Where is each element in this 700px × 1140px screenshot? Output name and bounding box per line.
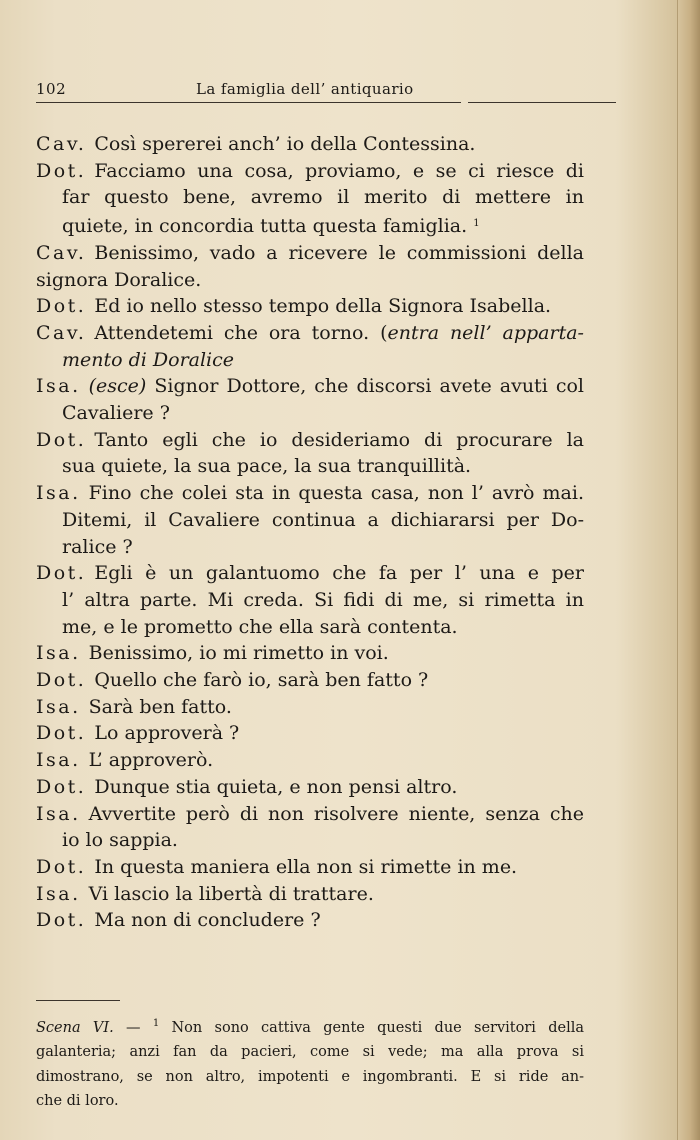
text-line: Dot. Ed io nello stesso tempo della Signora Isabella. [36, 295, 552, 318]
speaker-label: Dot. [36, 909, 87, 932]
speech [36, 560, 584, 640]
text-line: Dot. Facciamo una cosa, proviamo, e se ci riesce di [36, 159, 584, 182]
page-edge [677, 0, 700, 1140]
text-line: Dot. Quello che farò io, sarà ben fatto ? [36, 669, 429, 692]
speaker-label: Cav. [36, 321, 87, 344]
stage-direction: (esce) [88, 375, 147, 398]
text-line: io lo sappia. [62, 829, 178, 852]
footnote-reference: Scena VI. [36, 1020, 114, 1036]
speaker-label: Isa. [36, 695, 81, 718]
speaker-label: Isa. [36, 882, 81, 905]
speaker-label: Isa. [36, 482, 81, 505]
speech [36, 158, 584, 240]
speech [36, 720, 584, 747]
text-line: Cav. Attendetemi che ora torno. (entra nell’ apparta- [36, 321, 584, 344]
speech [36, 373, 584, 426]
footnote-line: galanteria; anzi fan da pacieri, come si vede; ma alla prova si [36, 1044, 584, 1061]
page-number: 102 [36, 80, 67, 98]
text-line: quiete, in concordia tutta questa famiglia. $^1$ [62, 215, 480, 238]
speaker-label: Dot. [36, 295, 87, 318]
footnote-line: Scena VI. — $^1$ Non sono cattiva gente questi due servitori della [36, 1018, 585, 1036]
speech [36, 640, 584, 667]
text-line: Dot. Egli è un galantuomo che fa per l’ una e per [36, 562, 584, 585]
header-rule [36, 102, 461, 103]
text-line: Isa. Avvertite però di non risolvere niente, senza che [36, 802, 584, 825]
speech [36, 694, 584, 721]
speech [36, 427, 584, 480]
text-line: me, e le prometto che ella sarà contenta. [62, 615, 458, 638]
speaker-label: Dot. [36, 562, 87, 585]
text-line: Dot. Ma non di concludere ? [36, 909, 321, 932]
text-line: Cav. Benissimo, vado a ricevere le commissioni della [36, 241, 584, 264]
text-line: Dot. In questa maniera ella non si rimette in me. [36, 855, 518, 878]
speech [36, 881, 584, 908]
speech [36, 293, 584, 320]
speaker-label: Isa. [36, 749, 81, 772]
text-line: Cavaliere ? [62, 402, 170, 425]
footnote-line: che di loro. [36, 1093, 119, 1110]
text-line: Isa. L’ approverò. [36, 749, 214, 772]
speaker-label: Dot. [36, 855, 87, 878]
speaker-label: Dot. [36, 159, 87, 182]
page-header [36, 74, 581, 104]
header-rule [468, 102, 616, 103]
text-line: Isa. Vi lascio la libertà di trattare. [36, 882, 374, 905]
stage-direction: entra nell’ apparta- [387, 321, 584, 344]
speaker-label: Isa. [36, 802, 81, 825]
running-title: La famiglia dell’ antiquario [196, 80, 414, 98]
speech [36, 747, 584, 774]
speech [36, 131, 584, 158]
text-line: Dot. Lo approverà ? [36, 722, 240, 745]
dialogue-text [36, 131, 584, 934]
text-line: Isa. Benissimo, io mi rimetto in voi. [36, 642, 389, 665]
text-line: signora Doralice. [36, 268, 202, 291]
footnote-line: dimostrano, se non altro, impotenti e ingombranti. E si ride an- [36, 1068, 584, 1085]
speech [36, 240, 584, 293]
speech [36, 801, 584, 854]
text-line: Isa. Fino che colei sta in questa casa, non l’ avrò mai. [36, 482, 584, 505]
speech [36, 907, 584, 934]
speaker-label: Isa. [36, 642, 81, 665]
text-line: Cav. Così spererei anch’ io della Contessina. [36, 133, 476, 155]
text-line: sua quiete, la sua pace, la sua tranquillità. [62, 455, 472, 478]
speech [36, 320, 584, 373]
text-line: Dot. Tanto egli che io desideriamo di procurare la [36, 428, 584, 451]
text-line: Isa. (esce) Signor Dottore, che discorsi avete avuti col [36, 375, 584, 398]
footnote-rule [36, 1000, 120, 1001]
speaker-label: Dot. [36, 669, 87, 692]
speaker-label: Isa. [36, 375, 81, 398]
footnote [36, 1012, 584, 1114]
speaker-label: Cav. [36, 133, 87, 155]
footnote-marker: 1 [473, 218, 480, 230]
speaker-label: Dot. [36, 428, 87, 451]
text-line: Dot. Dunque stia quieta, e non pensi altro. [36, 775, 458, 798]
speech [36, 480, 584, 560]
speaker-label: Cav. [36, 241, 87, 264]
text-line: Ditemi, il Cavaliere continua a dichiararsi per Do- [62, 508, 584, 531]
speech [36, 667, 584, 694]
stage-direction: mento di Doralice [62, 348, 235, 371]
speaker-label: Dot. [36, 722, 87, 745]
text-line: far questo bene, avremo il merito di mettere in [62, 186, 584, 209]
text-line: Isa. Sarà ben fatto. [36, 695, 232, 718]
text-line: l’ altra parte. Mi creda. Si fidi di me, si rimetta in [62, 588, 584, 611]
speech [36, 854, 584, 881]
text-line: ralice ? [62, 535, 133, 558]
footnote-marker: 1 [152, 1018, 160, 1029]
speech [36, 774, 584, 801]
speaker-label: Dot. [36, 775, 87, 798]
